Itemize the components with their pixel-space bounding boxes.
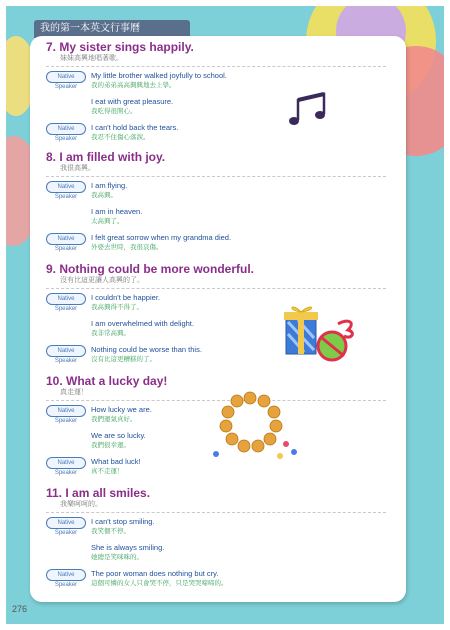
example-english: I am flying. [91, 181, 128, 190]
divider [46, 512, 386, 513]
example-row [46, 542, 396, 568]
example-row [46, 568, 396, 594]
native-speaker-badge: Native Speaker [46, 457, 86, 469]
native-speaker-badge: Native Speaker [46, 345, 86, 357]
example-chinese: 我吃得很開心。 [91, 108, 137, 115]
example-chinese: 我非常高興。 [91, 330, 130, 337]
section-title: 10. What a lucky day! [46, 374, 168, 388]
native-speaker-badge: Native Speaker [46, 569, 86, 581]
section-subtitle: 我很高興。 [60, 165, 95, 172]
example-chinese: 我高興得不得了。 [91, 304, 143, 311]
page-number: 276 [12, 604, 28, 614]
example-english: She is always smiling. [91, 543, 165, 552]
section-subtitle: 沒有比這更讓人高興的了。 [60, 277, 144, 284]
section-8 [46, 150, 396, 258]
example-english: The poor woman does nothing but cry. [91, 569, 219, 578]
example-chinese: 太高興了。 [91, 218, 124, 225]
native-speaker-badge: Native Speaker [46, 293, 86, 305]
example-row [46, 122, 396, 148]
book-header-title: 我的第一本英文行事曆 [34, 20, 190, 38]
example-english: I felt great sorrow when my grandma died. [91, 233, 232, 242]
example-row [46, 96, 396, 122]
example-english: My little brother walked joyfully to school. [91, 71, 227, 80]
native-speaker-badge: Native Speaker [46, 181, 86, 193]
section-subtitle: 我樂呵呵的。 [60, 501, 102, 508]
example-row [46, 516, 396, 542]
gift-box-icon [282, 304, 362, 364]
example-chinese: 我笑個不停。 [91, 528, 130, 535]
example-chinese: 我們運氣真好。 [91, 416, 137, 423]
section-7 [46, 40, 396, 148]
example-chinese: 我的弟弟高高興興地去上學。 [91, 82, 176, 89]
section-title: 11. I am all smiles. [46, 486, 151, 500]
example-chinese: 這個可憐的女人只會哭不停，只是哭哭啼啼的。 [91, 580, 228, 587]
example-english: How lucky we are. [91, 405, 152, 414]
content-card [30, 36, 406, 602]
example-english: Nothing could be worse than this. [91, 345, 202, 354]
native-speaker-badge: Native Speaker [46, 233, 86, 245]
section-title: 9. Nothing could be more wonderful. [46, 262, 255, 276]
example-english: What bad luck! [91, 457, 141, 466]
example-english: I can't stop smiling. [91, 517, 155, 526]
native-speaker-badge: Native Speaker [46, 405, 86, 417]
example-chinese: 真不走運！ [91, 468, 124, 475]
section-title: 8. I am filled with joy. [46, 150, 166, 164]
native-speaker-badge: Native Speaker [46, 517, 86, 529]
example-chinese: 她總是笑咪咪的。 [91, 554, 143, 561]
divider [46, 176, 386, 177]
example-row [46, 180, 396, 206]
example-row [46, 206, 396, 232]
section-title: 7. My sister sings happily. [46, 40, 194, 54]
example-english: I can't hold back the tears. [91, 123, 179, 132]
example-chinese: 我忍不住傷心落淚。 [91, 134, 150, 141]
example-chinese: 外婆去世時，我很哀傷。 [91, 244, 163, 251]
example-chinese: 我高興。 [91, 192, 117, 199]
divider [46, 66, 386, 67]
section-subtitle: 妹妹高興地唱著歌。 [60, 55, 123, 62]
example-english: I eat with great pleasure. [91, 97, 174, 106]
section-11 [46, 486, 396, 594]
native-speaker-badge: Native Speaker [46, 71, 86, 83]
divider [46, 288, 386, 289]
example-english: I am overwhelmed with delight. [91, 319, 194, 328]
bead-bracelet-icon [210, 388, 300, 468]
native-speaker-badge: Native Speaker [46, 123, 86, 135]
example-english: I am in heaven. [91, 207, 143, 216]
section-subtitle: 真走運！ [60, 389, 88, 396]
example-row [46, 70, 396, 96]
example-english: We are so lucky. [91, 431, 146, 440]
example-row [46, 232, 396, 258]
music-notes-icon [284, 90, 332, 134]
example-english: I couldn't be happier. [91, 293, 160, 302]
example-chinese: 沒有比這更糟糕的了。 [91, 356, 156, 363]
example-chinese: 我們很幸運。 [91, 442, 130, 449]
